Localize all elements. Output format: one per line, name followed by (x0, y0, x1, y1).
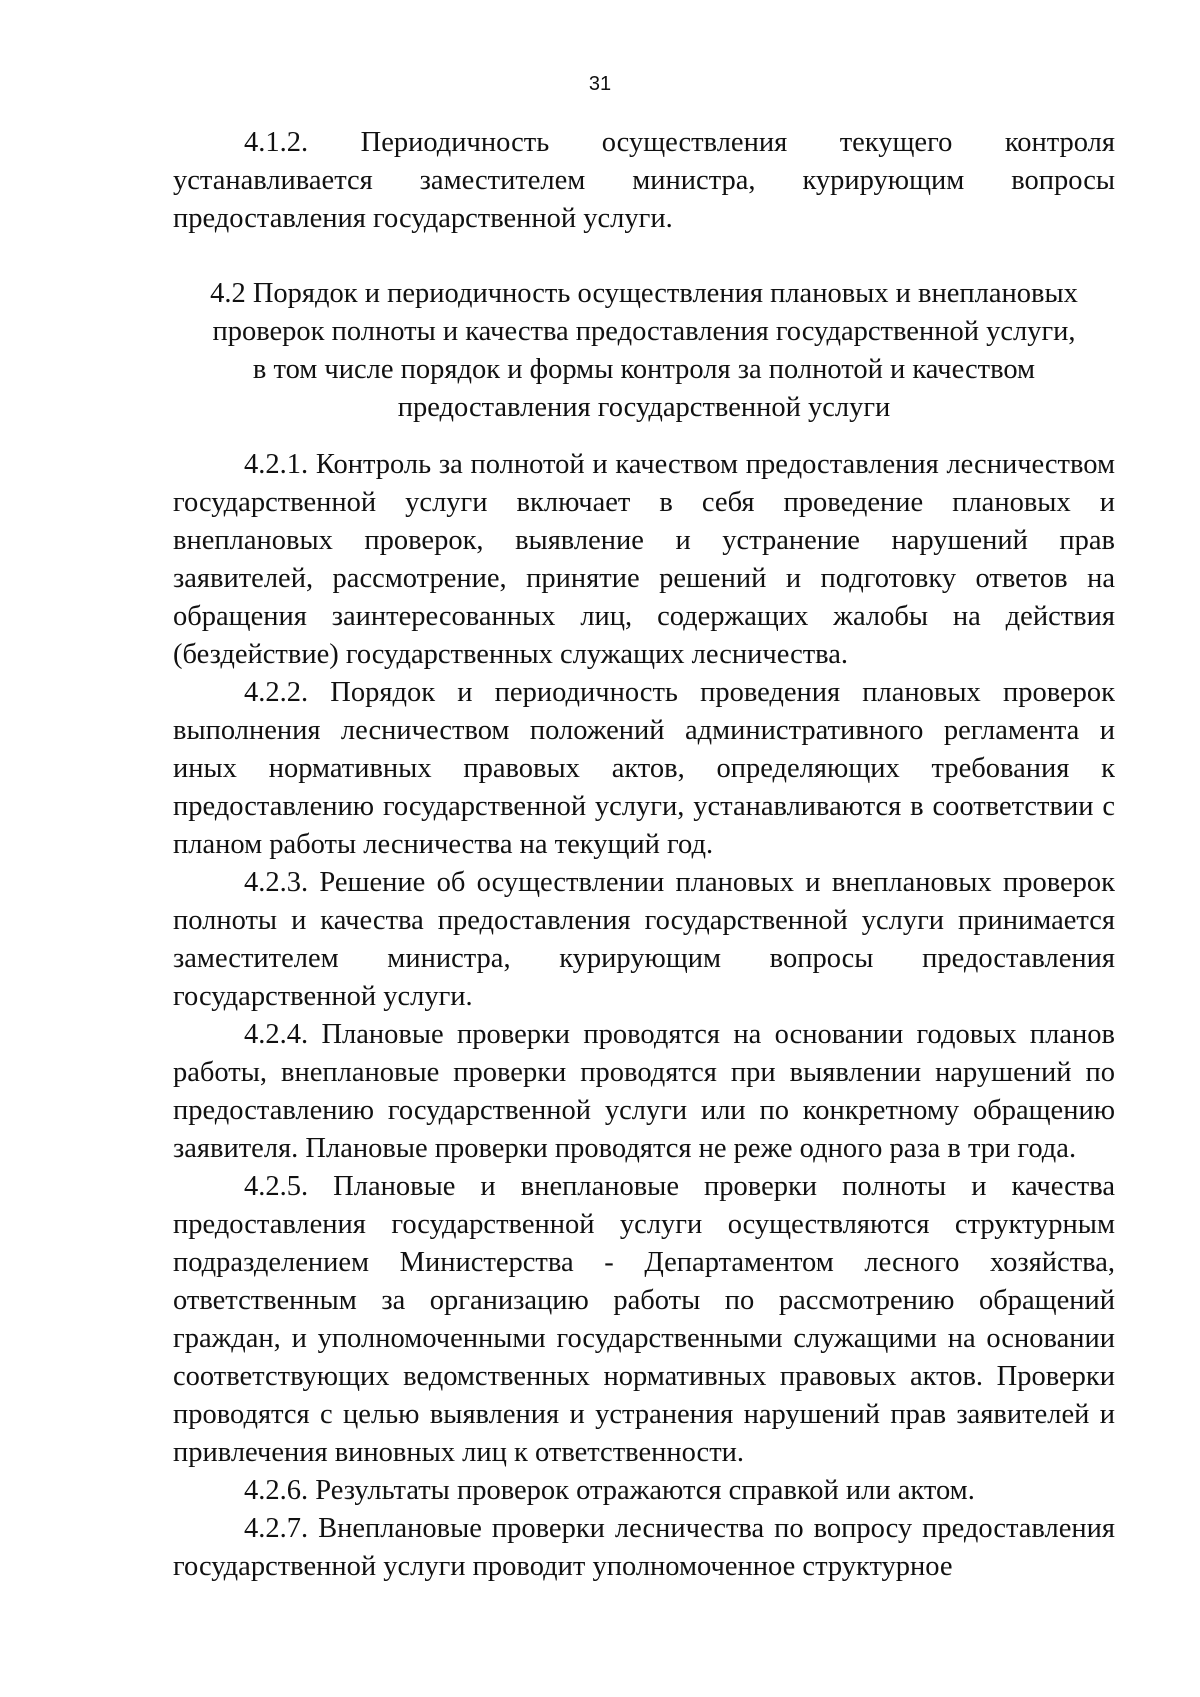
paragraph-4-2-6: 4.2.6. Результаты проверок отражаются справкой или актом. (244, 1475, 975, 1506)
paragraph-4-2-4: 4.2.4. Плановые проверки проводятся на основании годовых планов работы, внеплановые проверки проводятся при выявлении нарушений по предоставлению государственной услуги или по конкретному обращению заявителя. Плановые проверки проводятся не реже одного раза в три года. (173, 1019, 1115, 1164)
paragraph-4-1-2: 4.1.2. Периодичность осуществления текущего контроля устанавливается заместителем министра, курирующим вопросы предоставления государственной услуги. (173, 127, 1115, 234)
paragraph-4-2-3: 4.2.3. Решение об осуществлении плановых и внеплановых проверок полноты и качества предоставления государственной услуги принимается заместителем министра, курирующим вопросы предоставления государственной услуги. (173, 867, 1115, 1012)
page-number: 31 (588, 73, 612, 95)
section-title-line: в том числе порядок и формы контроля за полнотой и качеством (252, 354, 1036, 385)
section-title-line: 4.2 Порядок и периодичность осуществления плановых и внеплановых (210, 278, 1078, 309)
section-title-line: предоставления государственной услуги (397, 392, 891, 423)
paragraph-4-2-7: 4.2.7. Внеплановые проверки лесничества по вопросу предоставления государственной услуги проводит уполномоченное структурное (173, 1513, 1115, 1582)
paragraph-4-2-5: 4.2.5. Плановые и внеплановые проверки полноты и качества предоставления государственной услуги осуществляются структурным подразделением Министерства - Департаментом лесного хозяйства, ответственным за организацию работы по рассмотрению обращений граждан, и уполномоченными государственными служащими на основании соответствующих ведомственных нормативных правовых актов. Проверки проводятся с целью выявления и устранения нарушений прав заявителей и привлечения виновных лиц к ответственности. (173, 1171, 1115, 1468)
paragraph-4-2-1: 4.2.1. Контроль за полнотой и качеством предоставления лесничеством государственной услуги включает в себя проведение плановых и внеплановых проверок, выявление и устранение нарушений прав заявителей, рассмотрение, принятие решений и подготовку ответов на обращения заинтересованных лиц, содержащих жалобы на действия (бездействие) государственных служащих лесничества. (173, 449, 1115, 670)
paragraph-4-2-2: 4.2.2. Порядок и периодичность проведения плановых проверок выполнения лесничеством положений административного регламента и иных нормативных правовых актов, определяющих требования к предоставлению государственной услуги, устанавливаются в соответствии с планом работы лесничества на текущий год. (173, 677, 1115, 860)
section-title-4-2 (173, 275, 1115, 427)
section-title-line: проверок полноты и качества предоставления государственной услуги, (212, 316, 1076, 347)
document-body (173, 124, 1115, 1586)
